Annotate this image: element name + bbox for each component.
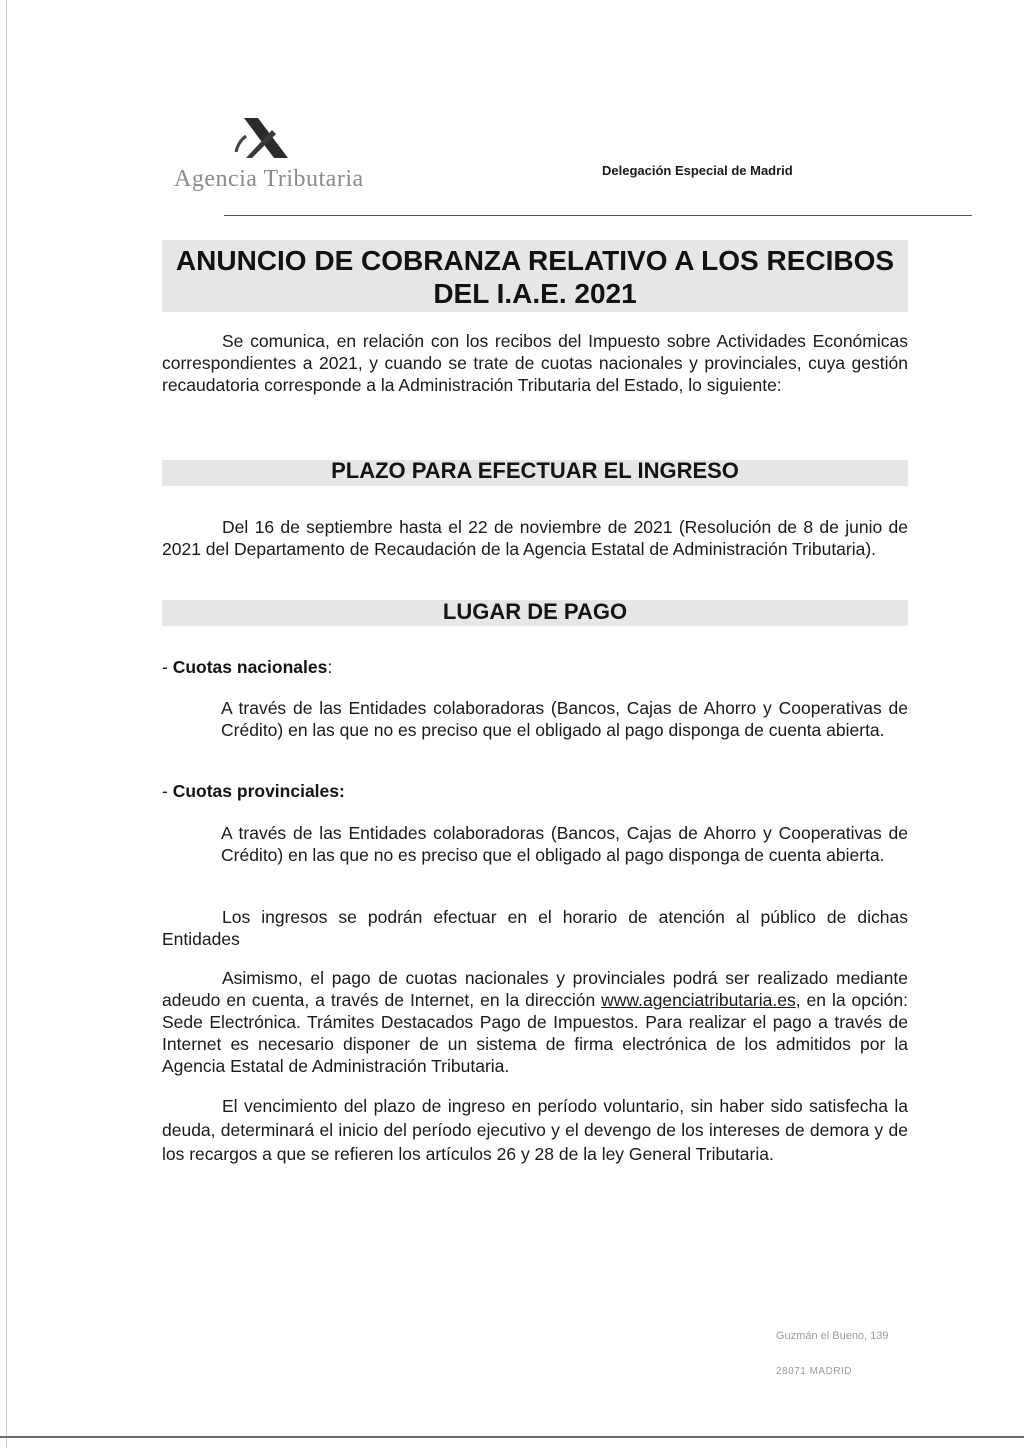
logo-text: Agencia Tributaria bbox=[174, 166, 364, 192]
vencimiento-paragraph: El vencimiento del plazo de ingreso en período voluntario, sin haber sido satisfecha la deuda, determinará el inicio del período ejecutivo y el devengo de los intereses de demora y de los recargos a que se refieren los artículos 26 y 28 de la ley General Tributaria. bbox=[162, 1096, 908, 1164]
title-line-2: DEL I.A.E. 2021 bbox=[433, 278, 637, 309]
plazo-paragraph: Del 16 de septiembre hasta el 22 de noviembre de 2021 (Resolución de 8 de junio de 2021 del Departamento de Recaudación de la Agencia Estatal de Administración Tributaria). bbox=[162, 517, 908, 559]
document-title bbox=[162, 244, 908, 310]
provinciales-paragraph: A través de las Entidades colaboradoras (Bancos, Cajas de Ahorro y Cooperativas de Crédito) en las que no es preciso que el obligado al pago disponga de cuenta abierta. bbox=[221, 823, 908, 865]
lugar-heading: LUGAR DE PAGO bbox=[442, 599, 628, 624]
footer-address: Guzmán el Bueno, 139 bbox=[776, 1330, 889, 1342]
delegation-label: Delegación Especial de Madrid bbox=[602, 163, 793, 178]
agencia-tributaria-logo bbox=[174, 112, 374, 202]
intro-paragraph: Se comunica, en relación con los recibos del Impuesto sobre Actividades Económicas correspondientes a 2021, y cuando se trate de cuotas nacionales y provinciales, cuya gestión recaudatoria corresponde a la Administración Tributaria del Estado, lo siguiente: bbox=[162, 331, 908, 395]
footer-city: 28071 MADRID bbox=[776, 1366, 853, 1377]
agencia-website-link[interactable]: www.agenciatributaria.es bbox=[601, 990, 796, 1010]
nacionales-label: - Cuotas nacionales: bbox=[162, 657, 333, 677]
page-edge bbox=[6, 0, 7, 1448]
nacionales-paragraph: A través de las Entidades colaboradoras (Bancos, Cajas de Ahorro y Cooperativas de Crédito) en las que no es preciso que el obligado al pago disponga de cuenta abierta. bbox=[221, 698, 908, 740]
plazo-heading: PLAZO PARA EFECTUAR EL INGRESO bbox=[331, 458, 739, 483]
asimismo-paragraph: Asimismo, el pago de cuotas nacionales y provinciales podrá ser realizado mediante adeudo en cuenta, a través de Internet, en la dirección www.agenciatributaria.es, en la opción: Sede Electrónica. Trámites Destacados Pago de Impuestos. Para realizar el pago a través de Internet es necesario disponer de un sistema de firma electrónica de los admitidos por la Agencia Estatal de Administración Tributaria. bbox=[162, 968, 908, 1076]
title-line-1: ANUNCIO DE COBRANZA RELATIVO A LOS RECIBOS bbox=[175, 245, 895, 276]
header-divider bbox=[224, 215, 972, 216]
page-bottom-edge bbox=[0, 1436, 1024, 1438]
horario-paragraph: Los ingresos se podrán efectuar en el horario de atención al público de dichas Entidades bbox=[162, 907, 908, 949]
provinciales-label: - Cuotas provinciales: bbox=[162, 781, 345, 801]
agencia-tributaria-logo-icon bbox=[232, 112, 296, 164]
